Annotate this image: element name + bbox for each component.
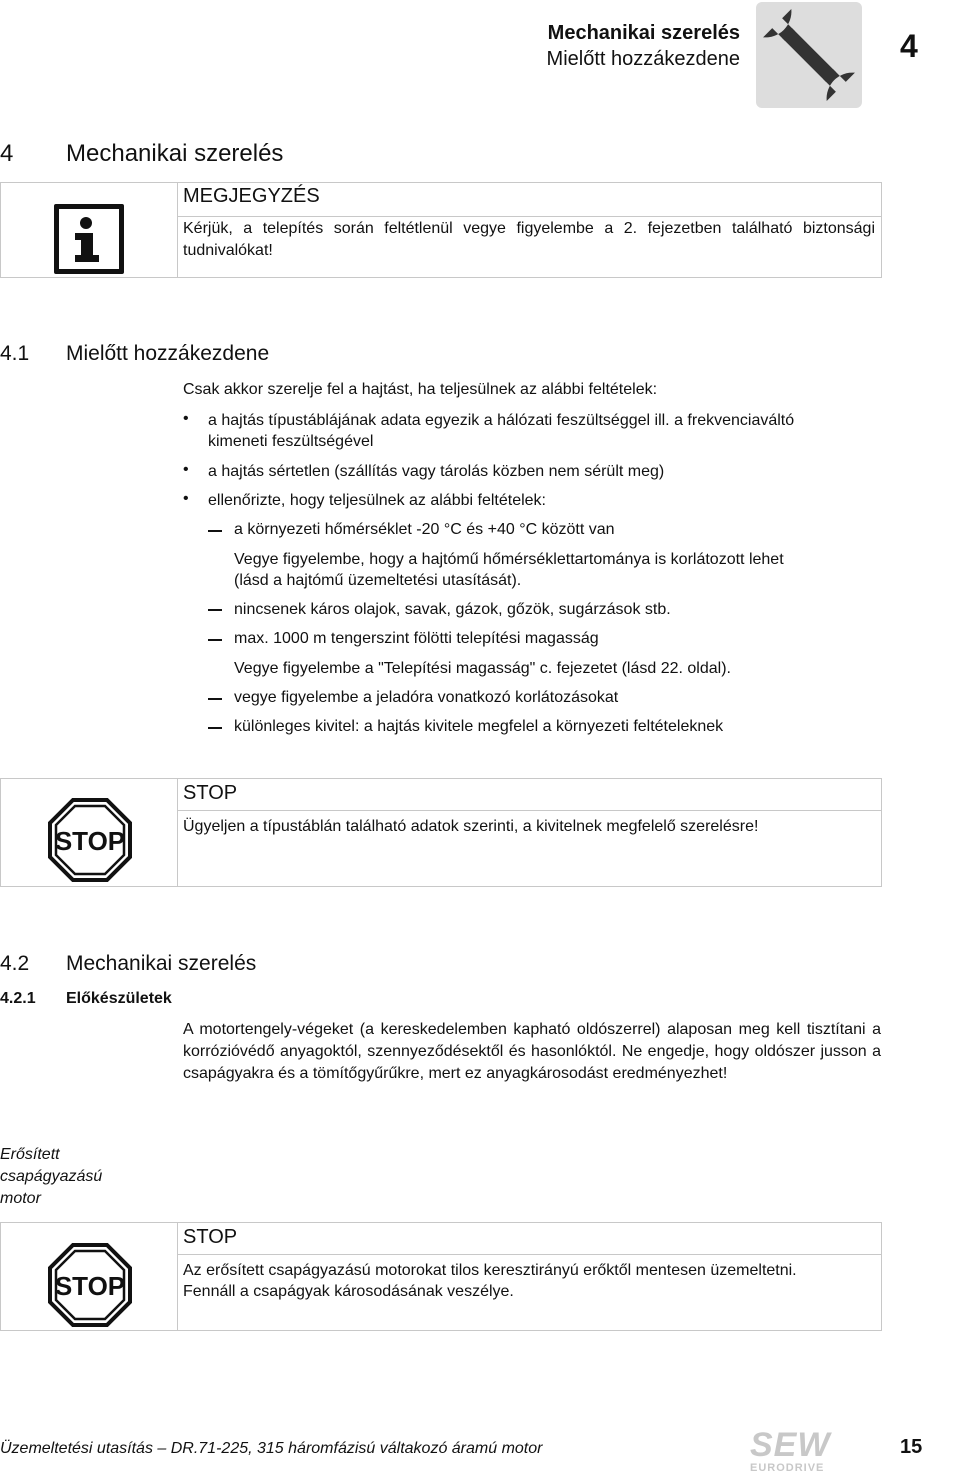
sub-item: nincsenek káros olajok, savak, gázok, gőzök, sugárzások stb.: [234, 601, 671, 618]
section-heading: [0, 140, 283, 168]
subsection-number: 4.1: [0, 342, 30, 365]
section-title: Mechanikai szerelés: [66, 140, 284, 167]
page-number: 15: [900, 1436, 923, 1458]
subsection-number: 4.2: [0, 952, 30, 975]
subsection-heading: [0, 342, 269, 366]
header-title: Mechanikai szerelés: [547, 22, 740, 44]
bullet-mark: •: [183, 410, 189, 427]
side-label-line: Erősített: [0, 1146, 60, 1163]
info-icon: [54, 204, 124, 274]
sub-note: (lásd a hajtómű üzemeltetési utasítását).: [234, 572, 522, 589]
side-label-line: csapágyazású: [0, 1168, 103, 1185]
stop-sign-icon: [48, 1243, 132, 1332]
section-number: 4: [0, 140, 14, 167]
subsection-title: Mielőtt hozzákezdene: [66, 342, 270, 365]
subsection-title: Mechanikai szerelés: [66, 952, 257, 975]
sub-note: Vegye figyelembe, hogy a hajtómű hőmérséklettartománya is korlátozott lehet: [234, 551, 784, 568]
preparation-paragraph: A motortengely-végeket (a kereskedelemben kapható oldószerrel) alaposan meg kell tisztítani a korrózióvédő anyagoktól, szennyeződésektől és hasonlóktól. Ne engedje, hogy oldószer jusson a csapágyakra és a tömítőgyűrűkre, mert ez anyagkárosodást eredményezhet!: [183, 1021, 881, 1082]
note-text: Kérjük, a telepítés során feltétlenül vegye figyelembe a 2. fejezetben található biztonsági tudnivalókat!: [183, 220, 875, 259]
chapter-number: 4: [900, 28, 918, 64]
stop-title: STOP: [183, 782, 238, 804]
bullet-mark: •: [183, 490, 189, 507]
sub-item: vegye figyelembe a jeladóra vonatkozó korlátozásokat: [234, 689, 619, 706]
stop-title: STOP: [183, 1226, 238, 1248]
sew-logo: [750, 1428, 860, 1474]
list-item: a hajtás típustáblájának adata egyezik a hálózati feszültséggel ill. a frekvenciaváltó: [208, 412, 795, 429]
side-label-line: motor: [0, 1190, 41, 1207]
logo-bottom: EURODRIVE: [750, 1462, 825, 1474]
dash-mark: [208, 609, 222, 611]
stop-text: Az erősített csapágyazású motorokat tilos keresztirányú erőktől mentesen üzemeltetni.: [183, 1262, 797, 1279]
list-item: a hajtás sértetlen (szállítás vagy tárolás közben nem sérült meg): [208, 463, 665, 480]
list-item: ellenőrizte, hogy teljesülnek az alábbi feltételek:: [208, 492, 546, 509]
dash-mark: [208, 639, 222, 641]
sub-item: a környezeti hőmérséklet -20 °C és +40 °C között van: [234, 521, 615, 538]
sub-item: max. 1000 m tengerszint fölötti telepítési magasság: [234, 630, 599, 647]
footer-text: Üzemeltetési utasítás – DR.71-225, 315 háromfázisú váltakozó áramú motor: [0, 1440, 543, 1457]
stop-sign-icon: [48, 798, 132, 887]
intro-text: Csak akkor szerelje fel a hajtást, ha teljesülnek az alábbi feltételek:: [183, 381, 658, 398]
list-item: kimeneti feszültségével: [208, 433, 374, 450]
sub-note: Vegye figyelembe a "Telepítési magasság" c. fejezetet (lásd 22. oldal).: [234, 660, 731, 677]
header-subtitle: Mielőtt hozzákezdene: [546, 48, 740, 70]
sub-subsection-number: 4.2.1: [0, 990, 36, 1007]
sub-subsection-heading: [0, 990, 172, 1008]
side-label: [0, 1144, 102, 1210]
stop-text: Fennáll a csapágyak károsodásának veszélye.: [183, 1283, 514, 1300]
dash-mark: [208, 530, 222, 532]
bullet-mark: •: [183, 461, 189, 478]
wrench-icon: [756, 2, 862, 108]
dash-mark: [208, 698, 222, 700]
stop-sign-label: STOP: [54, 826, 126, 856]
dash-mark: [208, 727, 222, 729]
logo-top: SEW: [750, 1426, 831, 1464]
note-title: MEGJEGYZÉS: [183, 185, 320, 207]
sub-subsection-title: Előkészületek: [66, 990, 172, 1007]
stop-text: Ügyeljen a típustáblán található adatok szerinti, a kivitelnek megfelelő szerelésre!: [183, 818, 759, 835]
stop-sign-label: STOP: [54, 1271, 126, 1301]
subsection-heading: [0, 952, 256, 976]
sub-item: különleges kivitel: a hajtás kivitele megfelel a környezeti feltételeknek: [234, 718, 724, 735]
